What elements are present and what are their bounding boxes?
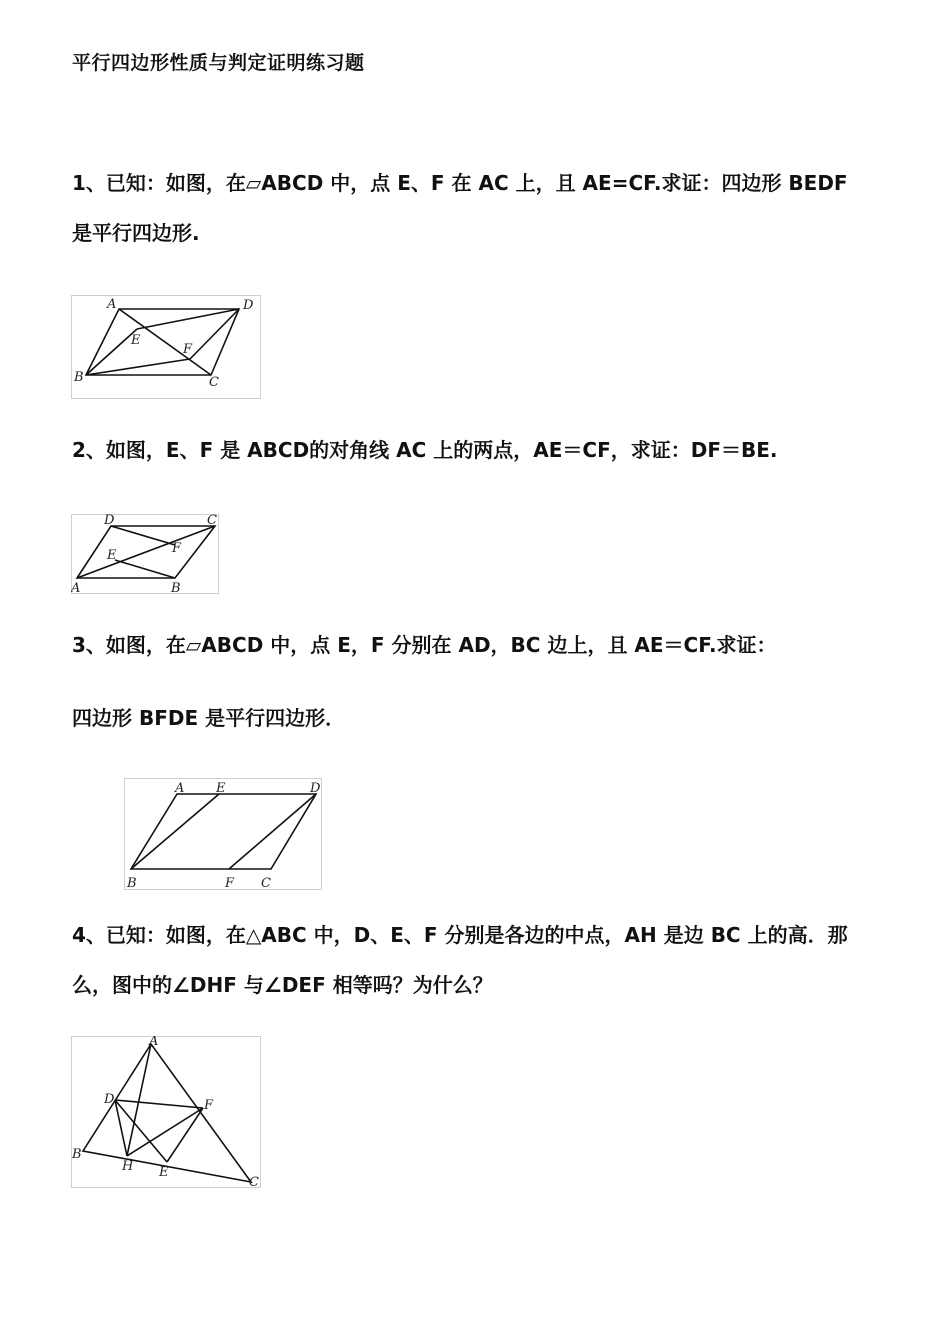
fig4-label-d: D xyxy=(104,1092,115,1107)
fig3-label-d: D xyxy=(310,781,321,796)
fig2-label-f: F xyxy=(172,541,182,556)
fig4-label-b: B xyxy=(72,1147,82,1162)
question-1-line-2: 是平行四边形. xyxy=(72,221,200,245)
fig3-label-c: C xyxy=(261,876,271,890)
question-4-line-1: 4、已知：如图，在△ABC 中，D、E、F 分别是各边的中点，AH 是边 BC 上的高．那 xyxy=(72,923,848,947)
fig2-label-c: C xyxy=(207,514,217,528)
fig2-label-d: D xyxy=(104,514,115,528)
fig3-label-f: F xyxy=(225,876,235,890)
fig1-label-a: A xyxy=(107,297,117,312)
figure-3-parallelogram xyxy=(124,778,322,890)
figure-2-parallelogram xyxy=(71,514,219,594)
fig1-label-c: C xyxy=(209,375,219,390)
page-title: 平行四边形性质与判定证明练习题 xyxy=(72,52,365,74)
fig1-label-e: E xyxy=(131,333,141,348)
fig4-label-h: H xyxy=(122,1159,134,1174)
fig3-label-a: A xyxy=(175,781,185,796)
question-3-line-1: 3、如图，在▱ABCD 中，点 E，F 分别在 AD，BC 边上，且 AE＝CF.求证： xyxy=(72,633,777,657)
fig1-label-d: D xyxy=(243,298,254,313)
fig4-label-f: F xyxy=(204,1098,214,1113)
fig2-label-b: B xyxy=(171,581,181,594)
fig4-label-a: A xyxy=(149,1036,159,1049)
fig4-label-e: E xyxy=(159,1165,169,1180)
question-3-line-2: 四边形 BFDE 是平行四边形． xyxy=(72,706,346,730)
fig2-label-a: A xyxy=(71,581,81,594)
fig3-label-b: B xyxy=(127,876,137,890)
figure-1-parallelogram xyxy=(71,295,261,399)
question-2-line-1: 2、如图，E、F 是 ABCD的对角线 AC 上的两点，AE＝CF，求证：DF＝BE. xyxy=(72,438,778,462)
fig4-label-c: C xyxy=(249,1175,259,1188)
figure-4-triangle xyxy=(71,1036,261,1188)
question-4-line-2: 么，图中的∠DHF 与∠DEF 相等吗？为什么？ xyxy=(72,973,493,997)
fig2-label-e: E xyxy=(107,548,117,563)
fig1-label-f: F xyxy=(183,342,193,357)
fig1-label-b: B xyxy=(74,370,84,385)
question-1-line-1: 1、已知：如图，在▱ABCD 中，点 E、F 在 AC 上，且 AE=CF.求证：四边形 BEDF xyxy=(72,171,848,195)
fig3-label-e: E xyxy=(216,781,226,796)
